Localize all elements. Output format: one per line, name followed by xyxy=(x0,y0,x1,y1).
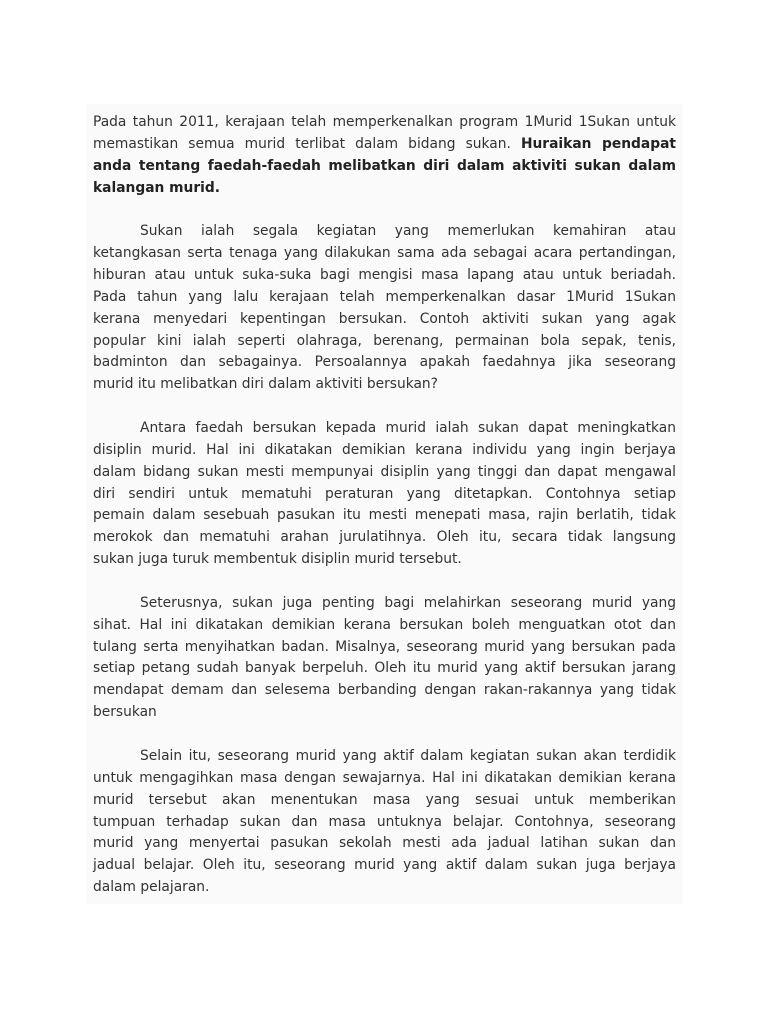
intro-text: memastikan semua murid terlibat dalam bidang sukan. xyxy=(93,135,511,152)
text-line: popular kini ialah seperti olahraga, berenang, permainan bola sepak, tenis, xyxy=(93,332,676,349)
paragraph-time-management xyxy=(93,746,676,899)
paragraph-definition xyxy=(93,221,676,396)
text-line: Selain itu, seseorang murid yang aktif dalam kegiatan sukan akan terdidik xyxy=(140,747,676,764)
text-line: diri sendiri untuk mematuhi peraturan yang ditetapkan. Contohnya setiap xyxy=(93,485,676,502)
text-line: tumpuan terhadap sukan dan masa untuknya belajar. Contohnya, seseorang xyxy=(93,813,676,830)
text-line: Seterusnya, sukan juga penting bagi melahirkan seseorang murid yang xyxy=(140,594,676,611)
text-line: badminton dan sebagainya. Persoalannya apakah faedahnya jika seseorang xyxy=(93,354,676,371)
text-line: merokok dan mematuhi arahan jurulatihnya. Oleh itu, secara tidak langsung xyxy=(93,529,676,546)
text-line: jadual belajar. Oleh itu, seseorang murid yang aktif dalam sukan juga berjaya xyxy=(93,857,676,874)
text-line: setiap petang sudah banyak berpeluh. Oleh itu murid yang aktif bersukan jarang xyxy=(93,660,676,677)
text-line: mendapat demam dan selesema berbanding dengan rakan-rakannya yang tidak xyxy=(93,682,676,699)
text-line: untuk mengagihkan masa dengan sewajarnya. Hal ini dikatakan demikian kerana xyxy=(93,769,676,786)
text-line xyxy=(93,134,676,156)
essay-question: kalangan murid. xyxy=(93,179,221,196)
text-line: sihat. Hal ini dikatakan demikian kerana bersukan boleh menguatkan otot dan xyxy=(93,616,676,633)
text-line: dalam pelajaran. xyxy=(93,879,210,896)
intro-text: Pada tahun 2011, kerajaan telah memperkenalkan program 1Murid 1Sukan untuk xyxy=(93,114,676,130)
text-line: ketangkasan serta tenaga yang dilakukan sama ada sebagai acara pertandingan, xyxy=(93,245,676,262)
text-line: pemain dalam sesebuah pasukan itu mesti menepati masa, rajin berlatih, tidak xyxy=(93,507,676,524)
text-line: Antara faedah bersukan kepada murid ialah sukan dapat meningkatkan xyxy=(140,420,676,437)
text-line xyxy=(93,156,676,178)
text-line: bersukan xyxy=(93,704,157,721)
text-line: murid itu melibatkan diri dalam aktiviti bersukan? xyxy=(93,376,438,393)
text-line: tulang serta menyihatkan badan. Misalnya, seseorang murid yang bersukan pada xyxy=(93,638,676,655)
text-line: murid tersebut akan menentukan masa yang sesuai untuk memberikan xyxy=(93,791,676,808)
paragraph-discipline xyxy=(93,418,676,571)
essay-body xyxy=(93,112,676,921)
intro-paragraph xyxy=(93,112,676,199)
text-line: sukan juga turuk membentuk disiplin murid tersebut. xyxy=(93,551,462,568)
text-line: Sukan ialah segala kegiatan yang memerlukan kemahiran atau xyxy=(140,223,676,240)
text-line: disiplin murid. Hal ini dikatakan demikian kerana individu yang ingin berjaya xyxy=(93,441,676,458)
text-line: dalam bidang sukan mesti mempunyai disiplin yang tinggi dan dapat mengawal xyxy=(93,463,676,480)
text-line xyxy=(93,178,676,200)
paragraph-health xyxy=(93,593,676,724)
text-line: Pada tahun yang lalu kerajaan telah memperkenalkan dasar 1Murid 1Sukan xyxy=(93,288,676,305)
text-line: kerana menyedari kepentingan bersukan. Contoh aktiviti sukan yang agak xyxy=(93,310,676,327)
essay-question: Huraikan pendapat xyxy=(520,135,676,152)
text-line xyxy=(93,112,676,134)
text-line: murid yang menyertai pasukan sekolah mesti ada jadual latihan sukan dan xyxy=(93,835,676,852)
text-line: hiburan atau untuk suka-suka bagi mengisi masa lapang atau untuk beriadah. xyxy=(93,267,676,284)
essay-question: anda tentang faedah-faedah melibatkan diri dalam aktiviti sukan dalam xyxy=(93,157,676,174)
